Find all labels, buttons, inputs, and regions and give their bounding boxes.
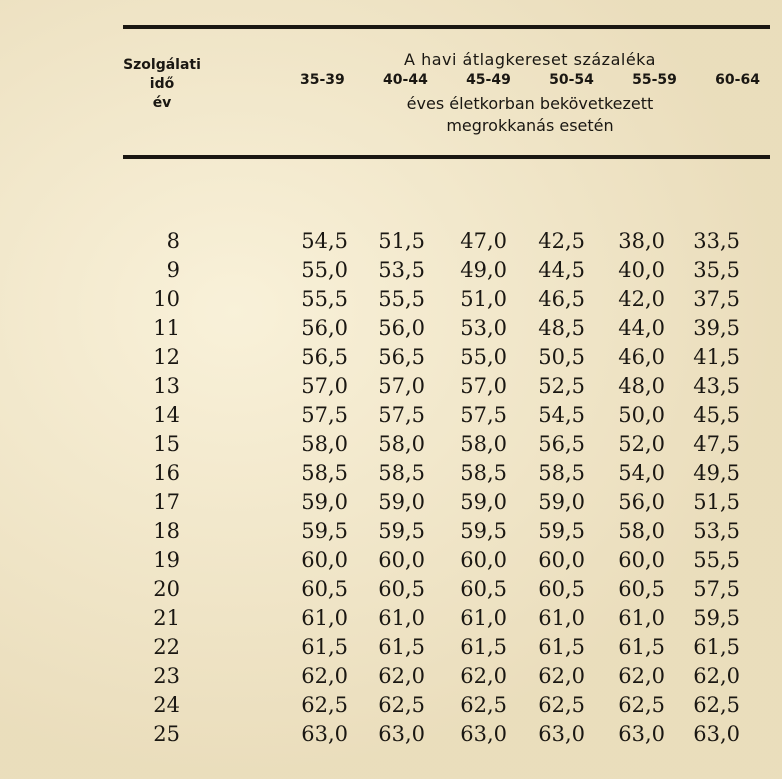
percentage-cell: 51,0 <box>460 287 507 311</box>
percentage-cell: 61,5 <box>301 635 348 659</box>
service-year-cell: 17 <box>153 490 180 514</box>
percentage-cell: 61,5 <box>460 635 507 659</box>
percentage-cell: 62,5 <box>301 693 348 717</box>
percentage-cell: 47,5 <box>693 432 740 456</box>
percentage-cell: 61,0 <box>538 606 585 630</box>
service-year-cell: 14 <box>153 403 180 427</box>
age-group-header: 35-39 <box>300 72 345 88</box>
percentage-cell: 50,5 <box>538 345 585 369</box>
table-row <box>0 517 782 546</box>
table-row <box>0 459 782 488</box>
percentage-cell: 58,5 <box>301 461 348 485</box>
table-row <box>0 720 782 749</box>
percentage-cell: 46,0 <box>618 345 665 369</box>
percentage-cell: 57,5 <box>301 403 348 427</box>
percentage-cell: 42,5 <box>538 229 585 253</box>
percentage-cell: 39,5 <box>693 316 740 340</box>
header-label-line: idő <box>149 76 175 92</box>
table-row <box>0 314 782 343</box>
percentage-cell: 57,5 <box>693 577 740 601</box>
service-year-cell: 8 <box>166 229 180 253</box>
percentage-cell: 61,0 <box>460 606 507 630</box>
percentage-cell: 59,0 <box>538 490 585 514</box>
percentage-cell: 61,0 <box>618 606 665 630</box>
service-year-cell: 12 <box>153 345 180 369</box>
percentage-cell: 40,0 <box>618 258 665 282</box>
service-year-cell: 15 <box>153 432 180 456</box>
table-row <box>0 691 782 720</box>
percentage-cell: 48,5 <box>538 316 585 340</box>
percentage-cell: 54,5 <box>301 229 348 253</box>
service-year-cell: 21 <box>153 606 180 630</box>
age-group-header: 50-54 <box>549 72 594 88</box>
percentage-cell: 56,5 <box>301 345 348 369</box>
percentage-cell: 60,0 <box>301 548 348 572</box>
percentage-cell: 60,0 <box>378 548 425 572</box>
percentage-cell: 45,5 <box>693 403 740 427</box>
percentage-cell: 56,0 <box>301 316 348 340</box>
percentage-cell: 60,0 <box>538 548 585 572</box>
percentage-cell: 58,5 <box>378 461 425 485</box>
table-row <box>0 633 782 662</box>
percentage-cell: 57,5 <box>378 403 425 427</box>
percentage-cell: 57,0 <box>460 374 507 398</box>
percentage-cell: 58,0 <box>378 432 425 456</box>
percentage-cell: 50,0 <box>618 403 665 427</box>
table-row <box>0 604 782 633</box>
age-group-header: 55-59 <box>632 72 677 88</box>
percentage-cell: 57,0 <box>301 374 348 398</box>
percentage-cell: 46,5 <box>538 287 585 311</box>
percentage-cell: 59,5 <box>378 519 425 543</box>
percentage-cell: 55,5 <box>378 287 425 311</box>
percentage-cell: 62,5 <box>538 693 585 717</box>
percentage-cell: 53,0 <box>460 316 507 340</box>
percentage-cell: 60,5 <box>618 577 665 601</box>
percentage-cell: 60,0 <box>460 548 507 572</box>
percentage-cell: 59,5 <box>538 519 585 543</box>
percentage-cell: 62,0 <box>538 664 585 688</box>
header-subtitle-line2: megrokkanás esetén <box>446 116 614 135</box>
table-row <box>0 372 782 401</box>
percentage-cell: 59,5 <box>301 519 348 543</box>
percentage-cell: 56,0 <box>378 316 425 340</box>
table-row <box>0 430 782 459</box>
table-row <box>0 662 782 691</box>
percentage-cell: 58,5 <box>460 461 507 485</box>
percentage-cell: 51,5 <box>693 490 740 514</box>
percentage-cell: 58,0 <box>618 519 665 543</box>
service-year-cell: 19 <box>153 548 180 572</box>
age-group-headers <box>300 72 760 88</box>
percentage-cell: 62,0 <box>301 664 348 688</box>
percentage-cell: 44,5 <box>538 258 585 282</box>
percentage-cell: 62,5 <box>618 693 665 717</box>
table-body <box>0 227 782 749</box>
percentage-cell: 58,0 <box>460 432 507 456</box>
percentage-cell: 63,0 <box>460 722 507 746</box>
percentage-cell: 61,5 <box>538 635 585 659</box>
percentage-cell: 57,5 <box>460 403 507 427</box>
percentage-cell: 63,0 <box>618 722 665 746</box>
percentage-cell: 55,5 <box>301 287 348 311</box>
percentage-cell: 62,5 <box>460 693 507 717</box>
top-rule <box>123 25 770 29</box>
table-row <box>0 285 782 314</box>
percentage-cell: 56,5 <box>538 432 585 456</box>
header-label-line: év <box>152 95 172 111</box>
age-group-header: 45-49 <box>466 72 511 88</box>
percentage-cell: 62,5 <box>378 693 425 717</box>
age-group-header: 60-64 <box>715 72 760 88</box>
percentage-cell: 59,0 <box>301 490 348 514</box>
percentage-cell: 60,5 <box>460 577 507 601</box>
table-row <box>0 546 782 575</box>
percentage-cell: 59,5 <box>460 519 507 543</box>
percentage-cell: 62,0 <box>460 664 507 688</box>
percentage-cell: 54,5 <box>538 403 585 427</box>
service-year-cell: 23 <box>153 664 180 688</box>
percentage-cell: 60,5 <box>301 577 348 601</box>
percentage-cell: 61,5 <box>378 635 425 659</box>
header-label-line: Szolgálati <box>123 57 201 73</box>
service-year-cell: 24 <box>153 693 180 717</box>
percentage-cell: 63,0 <box>378 722 425 746</box>
percentage-cell: 48,0 <box>618 374 665 398</box>
percentage-cell: 61,5 <box>618 635 665 659</box>
table-row <box>0 575 782 604</box>
percentage-cell: 56,5 <box>378 345 425 369</box>
percentage-cell: 58,0 <box>301 432 348 456</box>
header-subtitle-line1: éves életkorban bekövetkezett <box>406 94 654 113</box>
percentage-cell: 51,5 <box>378 229 425 253</box>
percentage-cell: 62,5 <box>693 693 740 717</box>
percentage-cell: 62,0 <box>378 664 425 688</box>
service-year-cell: 16 <box>153 461 180 485</box>
percentage-cell: 53,5 <box>693 519 740 543</box>
service-year-cell: 25 <box>153 722 180 746</box>
percentage-cell: 62,0 <box>618 664 665 688</box>
percentage-cell: 41,5 <box>693 345 740 369</box>
service-year-cell: 9 <box>166 258 180 282</box>
percentage-cell: 43,5 <box>693 374 740 398</box>
percentage-cell: 59,0 <box>378 490 425 514</box>
table-title: A havi átlagkereset százaléka <box>404 50 656 69</box>
table-row <box>0 256 782 285</box>
percentage-cell: 63,0 <box>301 722 348 746</box>
service-years-header <box>112 56 212 113</box>
age-group-header: 40-44 <box>383 72 428 88</box>
percentage-cell: 52,5 <box>538 374 585 398</box>
percentage-cell: 47,0 <box>460 229 507 253</box>
service-year-cell: 20 <box>153 577 180 601</box>
percentage-cell: 59,0 <box>460 490 507 514</box>
percentage-cell: 56,0 <box>618 490 665 514</box>
percentage-cell: 55,5 <box>693 548 740 572</box>
percentage-cell: 44,0 <box>618 316 665 340</box>
service-year-cell: 18 <box>153 519 180 543</box>
percentage-cell: 55,0 <box>460 345 507 369</box>
service-year-cell: 13 <box>153 374 180 398</box>
header-bottom-rule <box>123 155 770 159</box>
percentage-cell: 61,0 <box>301 606 348 630</box>
percentage-cell: 60,5 <box>378 577 425 601</box>
percentage-cell: 57,0 <box>378 374 425 398</box>
table-row <box>0 343 782 372</box>
percentage-cell: 49,0 <box>460 258 507 282</box>
percentage-cell: 59,5 <box>693 606 740 630</box>
service-year-cell: 10 <box>153 287 180 311</box>
percentage-cell: 61,0 <box>378 606 425 630</box>
percentage-cell: 58,5 <box>538 461 585 485</box>
percentage-cell: 53,5 <box>378 258 425 282</box>
percentage-cell: 35,5 <box>693 258 740 282</box>
service-year-cell: 11 <box>153 316 180 340</box>
percentage-cell: 60,0 <box>618 548 665 572</box>
percentage-cell: 37,5 <box>693 287 740 311</box>
percentage-cell: 61,5 <box>693 635 740 659</box>
percentage-cell: 42,0 <box>618 287 665 311</box>
percentage-cell: 33,5 <box>693 229 740 253</box>
percentage-cell: 38,0 <box>618 229 665 253</box>
percentage-cell: 52,0 <box>618 432 665 456</box>
percentage-cell: 55,0 <box>301 258 348 282</box>
percentage-cell: 60,5 <box>538 577 585 601</box>
table-row <box>0 227 782 256</box>
percentage-cell: 63,0 <box>538 722 585 746</box>
percentage-cell: 63,0 <box>693 722 740 746</box>
percentage-cell: 49,5 <box>693 461 740 485</box>
percentage-cell: 62,0 <box>693 664 740 688</box>
percentage-cell: 54,0 <box>618 461 665 485</box>
service-year-cell: 22 <box>153 635 180 659</box>
table-row <box>0 488 782 517</box>
table-row <box>0 401 782 430</box>
